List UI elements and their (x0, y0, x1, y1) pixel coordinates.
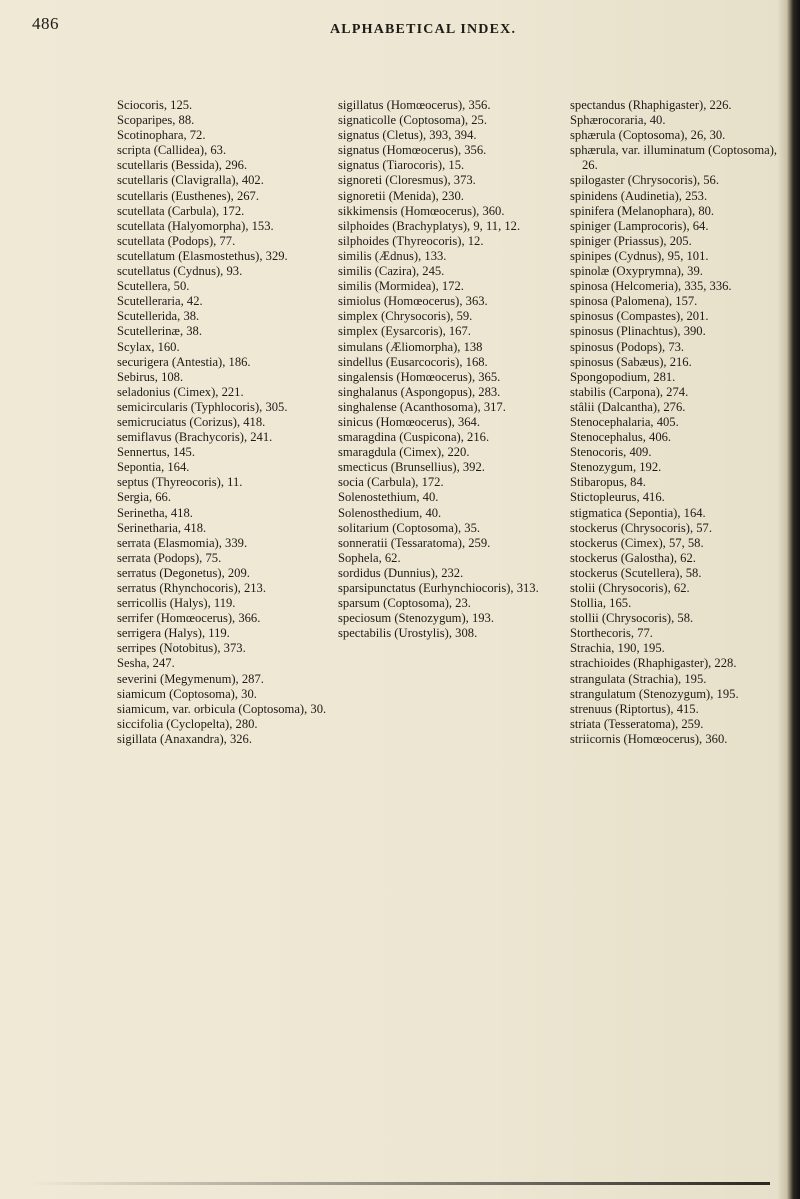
index-entry: stolii (Chrysocoris), 62. (570, 581, 690, 595)
index-entry: silphoides (Thyreocoris), 12. (338, 233, 484, 248)
index-entry: striicornis (Homœocerus), 360. (570, 731, 728, 746)
index-entry: Stenozygum, 192. (570, 460, 662, 475)
index-entry: sparsipunctatus (Eurhynchiocoris), 313. (338, 581, 539, 595)
index-entry: siccifolia (Cyclopelta), 280. (117, 716, 258, 731)
bottom-page-edge (30, 1182, 770, 1185)
index-entry: Sepontia, 164. (117, 460, 190, 475)
index-entry: serrifer (Homœocerus), 366. (117, 611, 261, 626)
index-entry: Sesha, 247. (117, 656, 175, 671)
index-entry: speciosum (Stenozygum), 193. (338, 611, 495, 626)
index-entry: similis (Ædnus), 133. (338, 248, 447, 263)
index-entry: stockerus (Galostha), 62. (570, 550, 696, 565)
index-entry: similis (Cazira), 245. (338, 264, 445, 279)
index-entry: socia (Carbula), 172. (338, 475, 444, 490)
index-entry: stockerus (Scutellera), 58. (570, 565, 702, 580)
index-entry: Sebirus, 108. (117, 369, 184, 384)
index-entry: spinifera (Melanophara), 80. (570, 203, 715, 218)
index-entry: scutellata (Carbula), 172. (117, 203, 245, 218)
index-entry: scripta (Callidea), 63. (117, 143, 227, 158)
index-entry: simulans (Æliomorpha), 138 (338, 339, 483, 354)
index-entry: signatus (Tiarocoris), 15. (338, 158, 465, 173)
index-entry: Serinetharia, 418. (117, 520, 207, 535)
index-entry: Strachia, 190, 195. (570, 641, 665, 656)
index-entry: scutellatum (Elasmostethus), 329. (117, 248, 288, 263)
index-entry: Spongopodium, 281. (570, 369, 676, 384)
index-entry: securigera (Antestia), 186. (117, 354, 251, 369)
index-entry: strangulatum (Stenozygum), 195. (570, 686, 739, 701)
index-entry: serratus (Degonetus), 209. (117, 565, 250, 580)
index-entry: serrata (Elasmomia), 339. (117, 535, 248, 550)
index-entry: Sciocoris, 125. (117, 98, 193, 112)
index-entry: Solenostethium, 40. (338, 490, 439, 505)
index-entry: stollii (Chrysocoris), 58. (570, 611, 694, 626)
index-column-2 (338, 98, 558, 641)
index-entry: sonneratii (Tessaratoma), 259. (338, 535, 491, 550)
index-entry: smecticus (Brunsellius), 392. (338, 460, 485, 475)
index-entry: strangulata (Strachia), 195. (570, 671, 707, 686)
index-entry: spiniger (Lamprocoris), 64. (570, 218, 709, 233)
index-entry: scutellaris (Bessida), 296. (117, 158, 248, 173)
index-entry: semicruciatus (Corizus), 418. (117, 414, 266, 429)
index-entry: scutellaris (Eusthenes), 267. (117, 188, 259, 203)
index-entry: Serinetha, 418. (117, 505, 193, 520)
index-entry: singalensis (Homœocerus), 365. (338, 369, 501, 384)
index-entry: spinidens (Audinetia), 253. (570, 188, 708, 203)
index-column-3 (570, 98, 790, 747)
index-entry: signoretii (Menida), 230. (338, 188, 464, 203)
index-entry: scutellatus (Cydnus), 93. (117, 264, 243, 279)
index-entry: stockerus (Chrysocoris), 57. (570, 520, 713, 535)
index-entry: siamicum, var. orbicula (Coptosoma), 30. (117, 701, 327, 716)
index-entry: signatus (Cletus), 393, 394. (338, 128, 477, 143)
index-entry: semicircularis (Typhlocoris), 305. (117, 399, 288, 414)
index-entry: silphoides (Brachyplatys), 9, 11, 12. (338, 218, 521, 233)
index-entry: spinosus (Sabæus), 216. (570, 354, 692, 369)
index-entry: spinosus (Compastes), 201. (570, 309, 709, 324)
index-entry: Stollia, 165. (570, 596, 632, 611)
index-entry: simiolus (Homœocerus), 363. (338, 294, 488, 309)
index-entry: Sphærocoraria, 40. (570, 113, 666, 128)
index-entry: signoreti (Cloresmus), 373. (338, 173, 476, 188)
index-entry: severini (Megymenum), 287. (117, 671, 264, 686)
index-entry: spinolæ (Oxyprymna), 39. (570, 264, 703, 279)
index-entry: sindellus (Eusarcocoris), 168. (338, 354, 488, 369)
index-entry: Scotinophara, 72. (117, 128, 206, 143)
index-entry: spinipes (Cydnus), 95, 101. (570, 248, 709, 263)
index-entry: stockerus (Cimex), 57, 58. (570, 535, 704, 550)
index-entry: strenuus (Riptortus), 415. (570, 701, 699, 716)
index-entry: spinosus (Plinachtus), 390. (570, 324, 706, 339)
index-entry: scutellata (Halyomorpha), 153. (117, 218, 274, 233)
index-entry: Scylax, 160. (117, 339, 180, 354)
index-entry: singhalanus (Aspongopus), 283. (338, 384, 501, 399)
index-entry: scutellata (Podops), 77. (117, 233, 236, 248)
index-entry: septus (Thyreocoris), 11. (117, 475, 243, 490)
index-entry: stigmatica (Sepontia), 164. (570, 505, 706, 520)
index-entry: Stenocephalus, 406. (570, 430, 672, 445)
index-entry: striata (Tesseratoma), 259. (570, 716, 704, 731)
index-entry: sigillatus (Homœocerus), 356. (338, 98, 491, 112)
index-entry: spilogaster (Chrysocoris), 56. (570, 173, 720, 188)
index-entry: stabilis (Carpona), 274. (570, 384, 689, 399)
index-entry: serricollis (Halys), 119. (117, 596, 236, 611)
index-entry: Scutellerinæ, 38. (117, 324, 202, 339)
index-entry: Sophela, 62. (338, 550, 401, 565)
index-entry: serrata (Podops), 75. (117, 550, 222, 565)
index-entry: Scoparipes, 88. (117, 113, 195, 128)
index-entry: sigillata (Anaxandra), 326. (117, 731, 252, 746)
index-entry: scutellaris (Clavigralla), 402. (117, 173, 264, 188)
page-number: 486 (32, 14, 59, 33)
index-entry: Stenocephalaria, 405. (570, 414, 679, 429)
index-entry: signatus (Homœocerus), 356. (338, 143, 487, 158)
index-entry: Scutelleraria, 42. (117, 294, 203, 309)
index-entry: sparsum (Coptosoma), 23. (338, 596, 471, 611)
index-entry: smaragdina (Cuspicona), 216. (338, 430, 490, 445)
index-entry: sinicus (Homœocerus), 364. (338, 414, 481, 429)
index-entry: Sennertus, 145. (117, 445, 196, 460)
index-entry: Solenosthedium, 40. (338, 505, 442, 520)
index-entry: solitarium (Coptosoma), 35. (338, 520, 481, 535)
index-entry: signaticolle (Coptosoma), 25. (338, 113, 488, 128)
index-entry: sphærula, var. illuminatum (Coptosoma), 26. (570, 143, 778, 173)
index-entry: Sergia, 66. (117, 490, 171, 505)
index-entry: Storthecoris, 77. (570, 626, 653, 641)
index-entry: Stenocoris, 409. (570, 445, 652, 460)
index-entry: spinosa (Palomena), 157. (570, 294, 698, 309)
index-entry: Scutellerida, 38. (117, 309, 200, 324)
index-entry: spectandus (Rhaphigaster), 226. (570, 98, 732, 112)
index-entry: singhalense (Acanthosoma), 317. (338, 399, 506, 414)
index-entry: stâlii (Dalcantha), 276. (570, 399, 686, 414)
index-entry: strachioides (Rhaphigaster), 228. (570, 656, 737, 671)
index-entry: simplex (Chrysocoris), 59. (338, 309, 473, 324)
index-entry: seladonius (Cimex), 221. (117, 384, 244, 399)
index-entry: similis (Mormidea), 172. (338, 279, 464, 294)
index-entry: siamicum (Coptosoma), 30. (117, 686, 257, 701)
index-entry: smaragdula (Cimex), 220. (338, 445, 470, 460)
index-entry: spinosus (Podops), 73. (570, 339, 685, 354)
index-column-1 (117, 98, 337, 747)
index-entry: spectabilis (Urostylis), 308. (338, 626, 478, 641)
index-entry: serripes (Notobitus), 373. (117, 641, 246, 656)
index-entry: sphærula (Coptosoma), 26, 30. (570, 128, 726, 143)
index-entry: sordidus (Dunnius), 232. (338, 565, 464, 580)
index-entry: Stibaropus, 84. (570, 475, 646, 490)
index-entry: semiflavus (Brachycoris), 241. (117, 430, 273, 445)
index-entry: spinosa (Helcomeria), 335, 336. (570, 279, 732, 294)
index-entry: serratus (Rhynchocoris), 213. (117, 581, 266, 595)
index-entry: Stictopleurus, 416. (570, 490, 665, 505)
index-entry: Scutellera, 50. (117, 279, 190, 294)
index-entry: spiniger (Priassus), 205. (570, 233, 692, 248)
index-entry: simplex (Eysarcoris), 167. (338, 324, 471, 339)
index-entry: serrigera (Halys), 119. (117, 626, 230, 641)
index-entry: sikkimensis (Homœocerus), 360. (338, 203, 505, 218)
running-head: ALPHABETICAL INDEX. (330, 22, 517, 37)
